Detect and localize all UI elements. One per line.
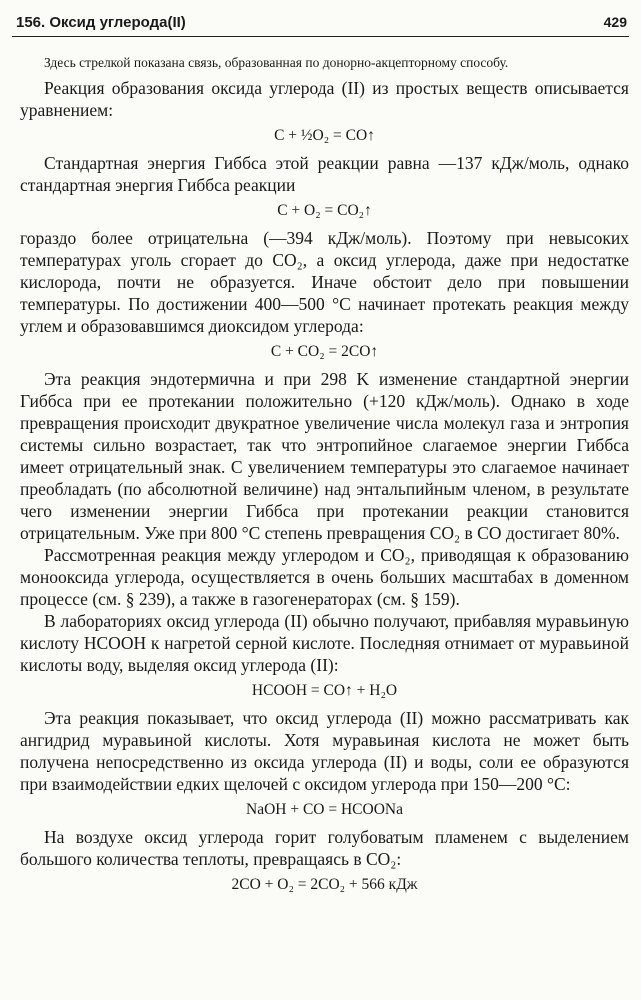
running-header [12, 10, 629, 37]
equation: C + CO₂ = 2CO↑ [270, 343, 379, 360]
paragraph: В лабораториях оксид углерода (II) обычно получают, прибавляя муравьиную кислоту HCOOH к нагретой серной кислоте. Последняя отнимает от муравьиной кислоты воду, выделяя оксид углерода (II): [20, 611, 629, 675]
paragraph: Эта реакция показывает, что оксид углерода (II) можно рассматривать как ангидрид муравьиной кислоты. Хотя муравьиная кислота не может быть получена непосредственно из оксида углерода (II) и воды, соли ее образуются при взаимодействии едких щелочей с оксидом углерода при 150—200 °C: [20, 708, 629, 794]
equation: HCOOH = CO↑ + H₂O [251, 682, 398, 699]
paragraph: Рассмотренная реакция между углеродом и CO₂, приводящая к образованию монооксида углерода, осуществляется в очень больших масштабах в доменном процессе (см. § 239), а также в газогенераторах (см. § 159). [20, 545, 629, 609]
paragraph: Реакция образования оксида углерода (II) из простых веществ описывается уравнением: [20, 78, 629, 120]
equation: 2CO + O₂ = 2CO₂ + 566 кДж [231, 876, 418, 893]
section-title: 156. Оксид углерода(II) [16, 14, 186, 31]
paragraph: На воздухе оксид углерода горит голубоватым пламенем с выделением большого количества теплоты, превращаясь в CO₂: [20, 827, 629, 869]
equation: C + ½O₂ = CO↑ [274, 127, 375, 144]
footnote-text: Здесь стрелкой показана связь, образованная по донорно-акцепторному способу. [44, 55, 509, 70]
page-body [20, 46, 629, 901]
paragraph: Стандартная энергия Гиббса этой реакции равна —137 кДж/моль, однако стандартная энергия Гиббса реакции [20, 153, 629, 195]
equation: NaOH + CO = HCOONa [246, 801, 403, 818]
paragraph: Эта реакция эндотермична и при 298 K изменение стандартной энергии Гиббса при ее протекании положительно (+120 кДж/моль). Однако в ходе превращения происходит двукратное увеличение числа молекул газа и энтропия системы сильно возрастает, так что энтропийное слагаемое энергии Гиббса имеет отрицательный знак. С увеличением температуры это слагаемое начинает преобладать (по абсолютной величине) над энтальпийным членом, в результате чего изменении энергии Гиббса при протекании реакции становится отрицательным. Уже при 800 °C степень превращения CO₂ в CO достигает 80%. [20, 369, 629, 543]
paragraph: гораздо более отрицательна (—394 кДж/моль). Поэтому при невысоких температурах уголь сгорает до CO₂, а оксид углерода, даже при недостатке кислорода, почти не образуется. Иначе обстоит дело при повышении температуры. По достижении 400—500 °C начинает протекать реакция между углем и образовавшимся диоксидом углерода: [20, 228, 629, 336]
equation: C + O₂ = CO₂↑ [277, 202, 372, 219]
page-number: 429 [603, 14, 627, 30]
